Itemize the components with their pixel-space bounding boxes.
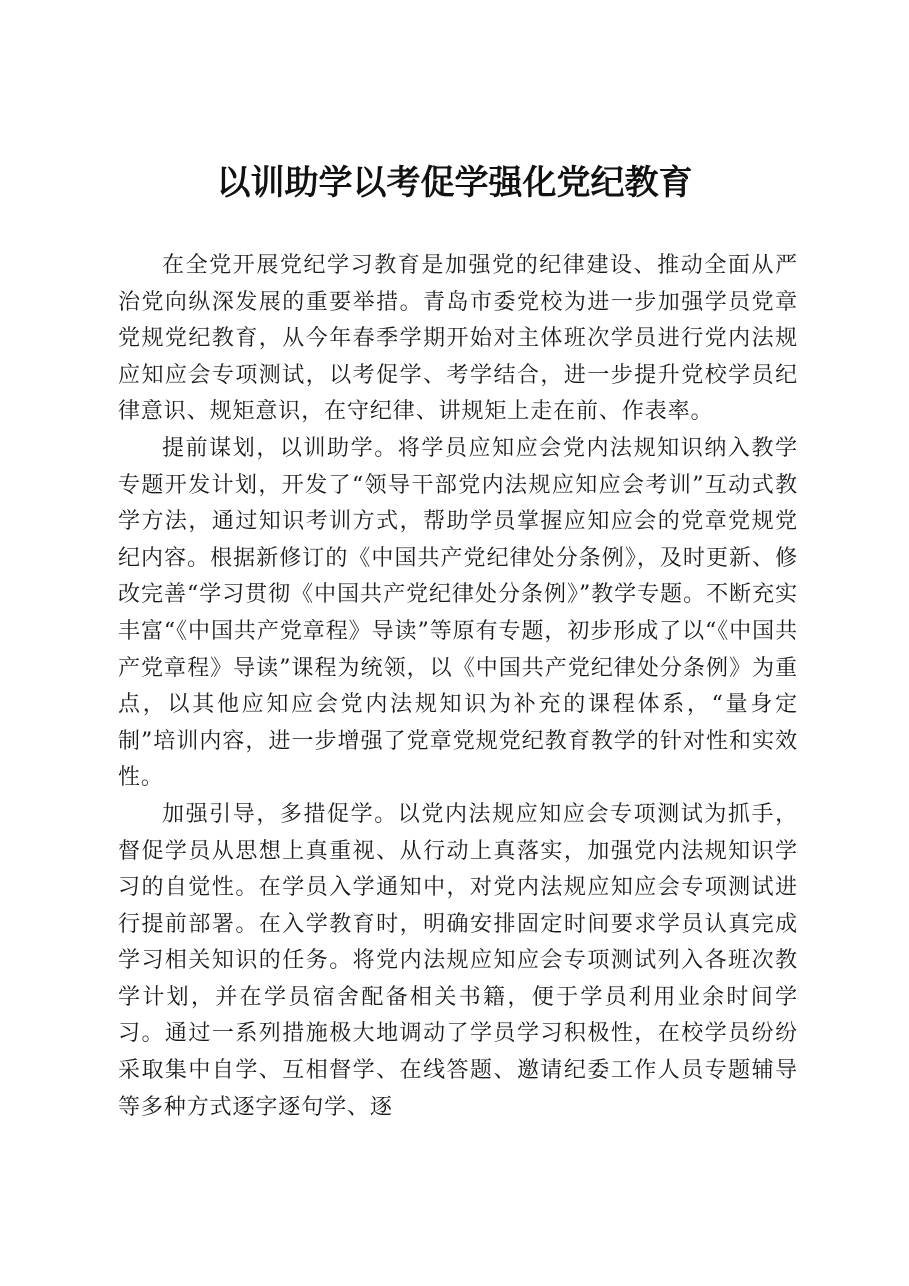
paragraph-intro: 在全党开展党纪学习教育是加强党的纪律建设、推动全面从严治党向纵深发展的重要举措。青岛市委党校为进一步加强学员党章党规党纪教育，从今年春季学期开始对主体班次学员进行党内法规应知应会专项测试，以考促学、考学结合，进一步提升党校学员纪律意识、规矩意识，在守纪律、讲规矩上走在前、作表率。 (118, 253, 798, 425)
paragraph-advance-planning: 提前谋划，以训助学。将学员应知应会党内法规知识纳入教学专题开发计划，开发了“领导干部党内法规应知应会考训”互动式教学方法，通过知识考训方式，帮助学员掌握应知应会的党章党规党纪内容。根据新修订的《中国共产党纪律处分条例》，及时更新、修改完善“学习贯彻《中国共产党纪律处分条例》”教学专题。不断充实丰富“《中国共产党章程》导读”等原有专题，初步形成了以“《中国共产党章程》导读”课程为统领，以《中国共产党纪律处分条例》为重点，以其他应知应会党内法规知识为补充的课程体系，“量身定制”培训内容，进一步增强了党章党规党纪教育教学的针对性和实效性。 (118, 435, 798, 791)
paragraph-guidance-measures: 加强引导，多措促学。以党内法规应知应会专项测试为抓手，督促学员从思想上真重视、从行动上真落实，加强党内法规知识学习的自觉性。在学员入学通知中，对党内法规应知应会专项测试进行提前部署。在入学教育时，明确安排固定时间要求学员认真完成学习相关知识的任务。将党内法规应知应会专项测试列入各班次教学计划，并在学员宿舍配备相关书籍，便于学员利用业余时间学习。通过一系列措施极大地调动了学员学习积极性，在校学员纷纷采取集中自学、互相督学、在线答题、邀请纪委工作人员专题辅导等多种方式逐字逐句学、逐 (118, 801, 798, 1120)
document-title: 以训助学以考促学强化党纪教育 (216, 163, 693, 203)
document-body (118, 248, 798, 1126)
